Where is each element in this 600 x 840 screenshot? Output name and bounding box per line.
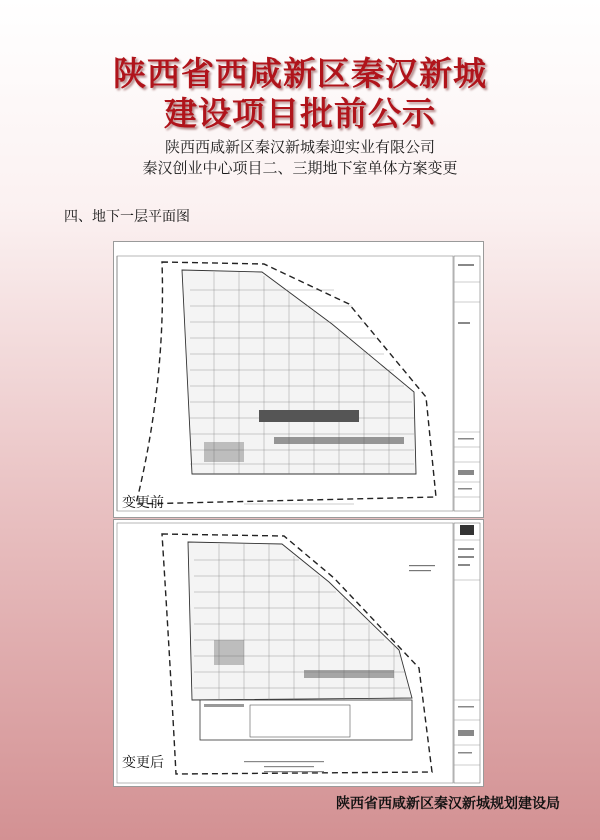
- section-heading: 四、地下一层平面图: [64, 209, 190, 225]
- after-label: 变更后: [122, 755, 164, 771]
- before-label: 变更前: [122, 495, 164, 511]
- floor-plan-after-drawing: [114, 520, 483, 786]
- project-name: 秦汉创业中心项目二、三期地下室单体方案变更: [142, 159, 458, 177]
- title-line-1: 陕西省西咸新区秦汉新城: [113, 54, 487, 93]
- floor-plan-before: [113, 241, 484, 518]
- floor-plan-after: [113, 519, 484, 787]
- title-line-2: 建设项目批前公示: [164, 94, 436, 133]
- company-name: 陕西西咸新区秦汉新城秦迎实业有限公司: [164, 138, 435, 156]
- floor-plan-before-drawing: [114, 242, 483, 517]
- issuer-footer: 陕西省西咸新区秦汉新城规划建设局: [336, 796, 560, 812]
